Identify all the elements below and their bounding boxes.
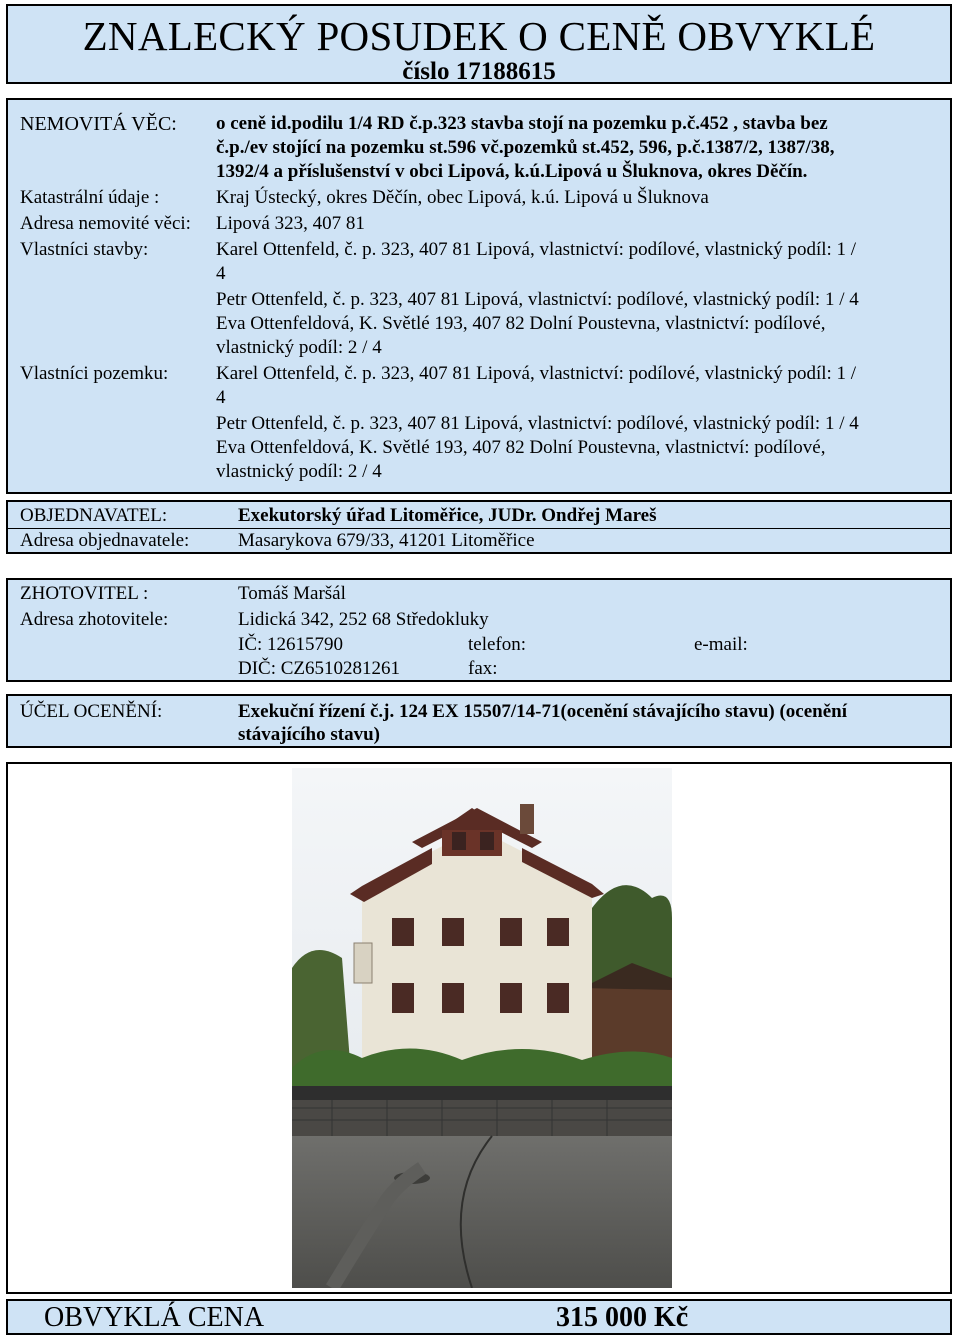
land-owner-line: Petr Ottenfeld, č. p. 323, 407 81 Lipová, vlastnictví: podílové, vlastnický podíl: 1 / 4 <box>216 413 859 434</box>
building-owner-line: Petr Ottenfeld, č. p. 323, 407 81 Lipová, vlastnictví: podílové, vlastnický podíl: 1 / 4 <box>216 289 859 310</box>
building-owner-line: vlastnický podíl: 2 / 4 <box>216 337 382 358</box>
price-label: OBVYKLÁ CENA <box>44 1302 265 1333</box>
purpose-line-2: stávajícího stavu) <box>238 724 380 745</box>
contractor-underline <box>238 681 694 682</box>
property-line-3: 1392/4 a příslušenství v obci Lipová, k.ú.Lipová u Šluknova, okres Děčín. <box>216 161 808 182</box>
photo-frame <box>6 762 952 1294</box>
land-owner-line: Karel Ottenfeld, č. p. 323, 407 81 Lipová, vlastnictví: podílové, vlastnický podíl: 1 / <box>216 363 857 384</box>
contractor-dic: DIČ: CZ6510281261 <box>238 658 401 679</box>
house-photo <box>292 768 672 1288</box>
building-owner-line: 4 <box>216 263 226 284</box>
contractor-value: Tomáš Maršál <box>238 583 346 604</box>
purpose-line-1: Exekuční řízení č.j. 124 EX 15507/14-71(ocenění stávajícího stavu) (ocenění <box>238 701 848 722</box>
property-label: NEMOVITÁ VĚC: <box>20 113 177 135</box>
contractor-address-label: Adresa zhotovitele: <box>20 609 169 630</box>
cadastre-label: Katastrální údaje : <box>20 187 160 208</box>
property-line-1: o ceně id.podilu 1/4 RD č.p.323 stavba stojí na pozemku p.č.452 , stavba bez <box>216 113 828 134</box>
purpose-label: ÚČEL OCENĚNÍ: <box>20 701 163 722</box>
title-box <box>6 4 952 84</box>
client-box <box>6 500 952 554</box>
contractor-label: ZHOTOVITEL : <box>20 583 149 604</box>
contractor-fax-label: fax: <box>468 658 498 679</box>
address-value: Lipová 323, 407 81 <box>216 213 365 234</box>
client-value: Exekutorský úřad Litoměřice, JUDr. Ondřej Mareš <box>238 505 657 526</box>
building-owner-line: Karel Ottenfeld, č. p. 323, 407 81 Lipová, vlastnictví: podílové, vlastnický podíl: 1 / <box>216 239 857 260</box>
purpose-box <box>6 694 952 748</box>
building-owners-label: Vlastníci stavby: <box>20 239 149 260</box>
land-owner-line: vlastnický podíl: 2 / 4 <box>216 461 382 482</box>
land-owner-line: 4 <box>216 387 226 408</box>
property-box <box>6 98 952 494</box>
address-label: Adresa nemovité věci: <box>20 213 191 234</box>
land-owners-label: Vlastníci pozemku: <box>20 363 169 384</box>
document-number: číslo 17188615 <box>402 58 556 85</box>
price-box <box>6 1299 952 1335</box>
client-label: OBJEDNAVATEL: <box>20 505 168 526</box>
property-line-2: č.p./ev stojící na pozemku st.596 vč.pozemků st.452, 596, p.č.1387/2, 1387/38, <box>216 137 835 158</box>
contractor-address-value: Lidická 342, 252 68 Středokluky <box>238 609 489 630</box>
contractor-email-label: e-mail: <box>694 634 748 655</box>
building-owner-line: Eva Ottenfeldová, K. Světlé 193, 407 82 Dolní Poustevna, vlastnictví: podílové, <box>216 313 826 334</box>
price-value: 315 000 Kč <box>556 1302 689 1333</box>
cadastre-value: Kraj Ústecký, okres Děčín, obec Lipová, k.ú. Lipová u Šluknova <box>216 187 709 208</box>
contractor-phone-label: telefon: <box>468 634 527 655</box>
document-title: ZNALECKÝ POSUDEK O CENĚ OBVYKLÉ <box>82 13 876 59</box>
contractor-ic: IČ: 12615790 <box>238 634 344 655</box>
client-address-value: Masarykova 679/33, 41201 Litoměřice <box>238 530 535 551</box>
contractor-box <box>6 578 952 682</box>
land-owner-line: Eva Ottenfeldová, K. Světlé 193, 407 82 Dolní Poustevna, vlastnictví: podílové, <box>216 437 826 458</box>
client-address-label: Adresa objednavatele: <box>20 530 190 551</box>
